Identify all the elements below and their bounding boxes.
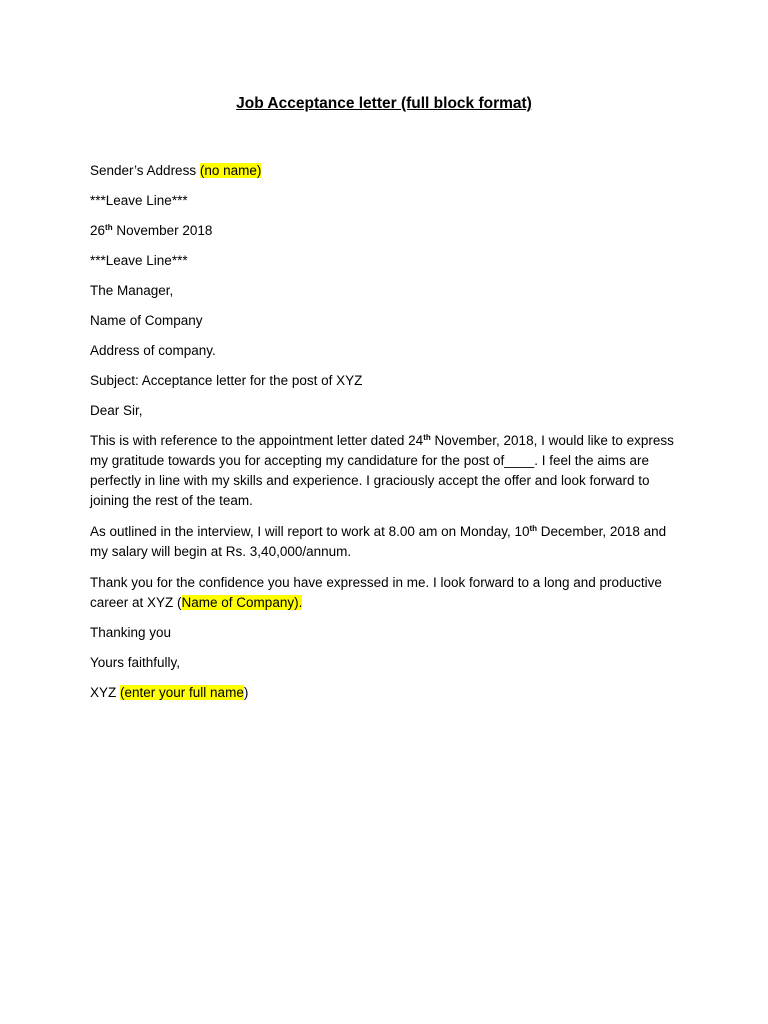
paragraph-3-highlight: Name of Company). bbox=[181, 595, 303, 610]
recipient-title: The Manager, bbox=[90, 283, 174, 298]
signature-name: XYZ bbox=[90, 685, 121, 700]
paragraph-3-part-1: Thank you for the confidence you have expressed in me. I look forward to a long and productive career at XYZ ( bbox=[90, 575, 662, 610]
closing-yours-faithfully: Yours faithfully, bbox=[90, 655, 181, 670]
letter-subject: Subject: Acceptance letter for the post of XYZ bbox=[90, 373, 363, 388]
closing-thanking: Thanking you bbox=[90, 625, 172, 640]
sender-address-line bbox=[90, 161, 682, 181]
recipient-address: Address of company. bbox=[90, 343, 216, 358]
paragraph-1-sup: th bbox=[423, 433, 431, 442]
paragraph-3 bbox=[90, 573, 682, 613]
paragraph-1-part-1: This is with reference to the appointment letter dated 24 bbox=[90, 433, 424, 448]
signature-close: ) bbox=[243, 685, 249, 700]
letter-date bbox=[90, 221, 682, 241]
recipient-company: Name of Company bbox=[90, 313, 203, 328]
paragraph-2-sup: th bbox=[529, 524, 538, 533]
salutation: Dear Sir, bbox=[90, 403, 143, 418]
paragraph-2-part-2: December, 2018 and my salary will begin at Rs. 3,40,000/annum. bbox=[90, 524, 667, 559]
paragraph-1 bbox=[90, 431, 682, 511]
leave-line-1: ***Leave Line*** bbox=[90, 193, 188, 208]
signature-line bbox=[90, 683, 682, 703]
date-rest: November 2018 bbox=[112, 223, 213, 238]
date-suffix: th bbox=[105, 223, 113, 232]
sender-address-note: (no name) bbox=[199, 163, 262, 178]
paragraph-1-part-2: November, 2018, I would like to express my gratitude towards you for accepting my candidature for the post of____. I feel the aims are perfectly in line with my skills and experience. I graciously accept the offer and look forward to joining the rest of the team. bbox=[90, 433, 674, 508]
paragraph-2-part-1: As outlined in the interview, I will report to work at 8.00 am on Monday, 10 bbox=[90, 524, 530, 539]
sender-address: Sender’s Address bbox=[90, 163, 200, 178]
leave-line-2: ***Leave Line*** bbox=[90, 253, 188, 268]
paragraph-2 bbox=[90, 522, 682, 562]
document-title: Job Acceptance letter (full block format) bbox=[236, 95, 532, 112]
signature-note: (enter your full name bbox=[120, 685, 244, 700]
date-day: 26 bbox=[90, 223, 106, 238]
